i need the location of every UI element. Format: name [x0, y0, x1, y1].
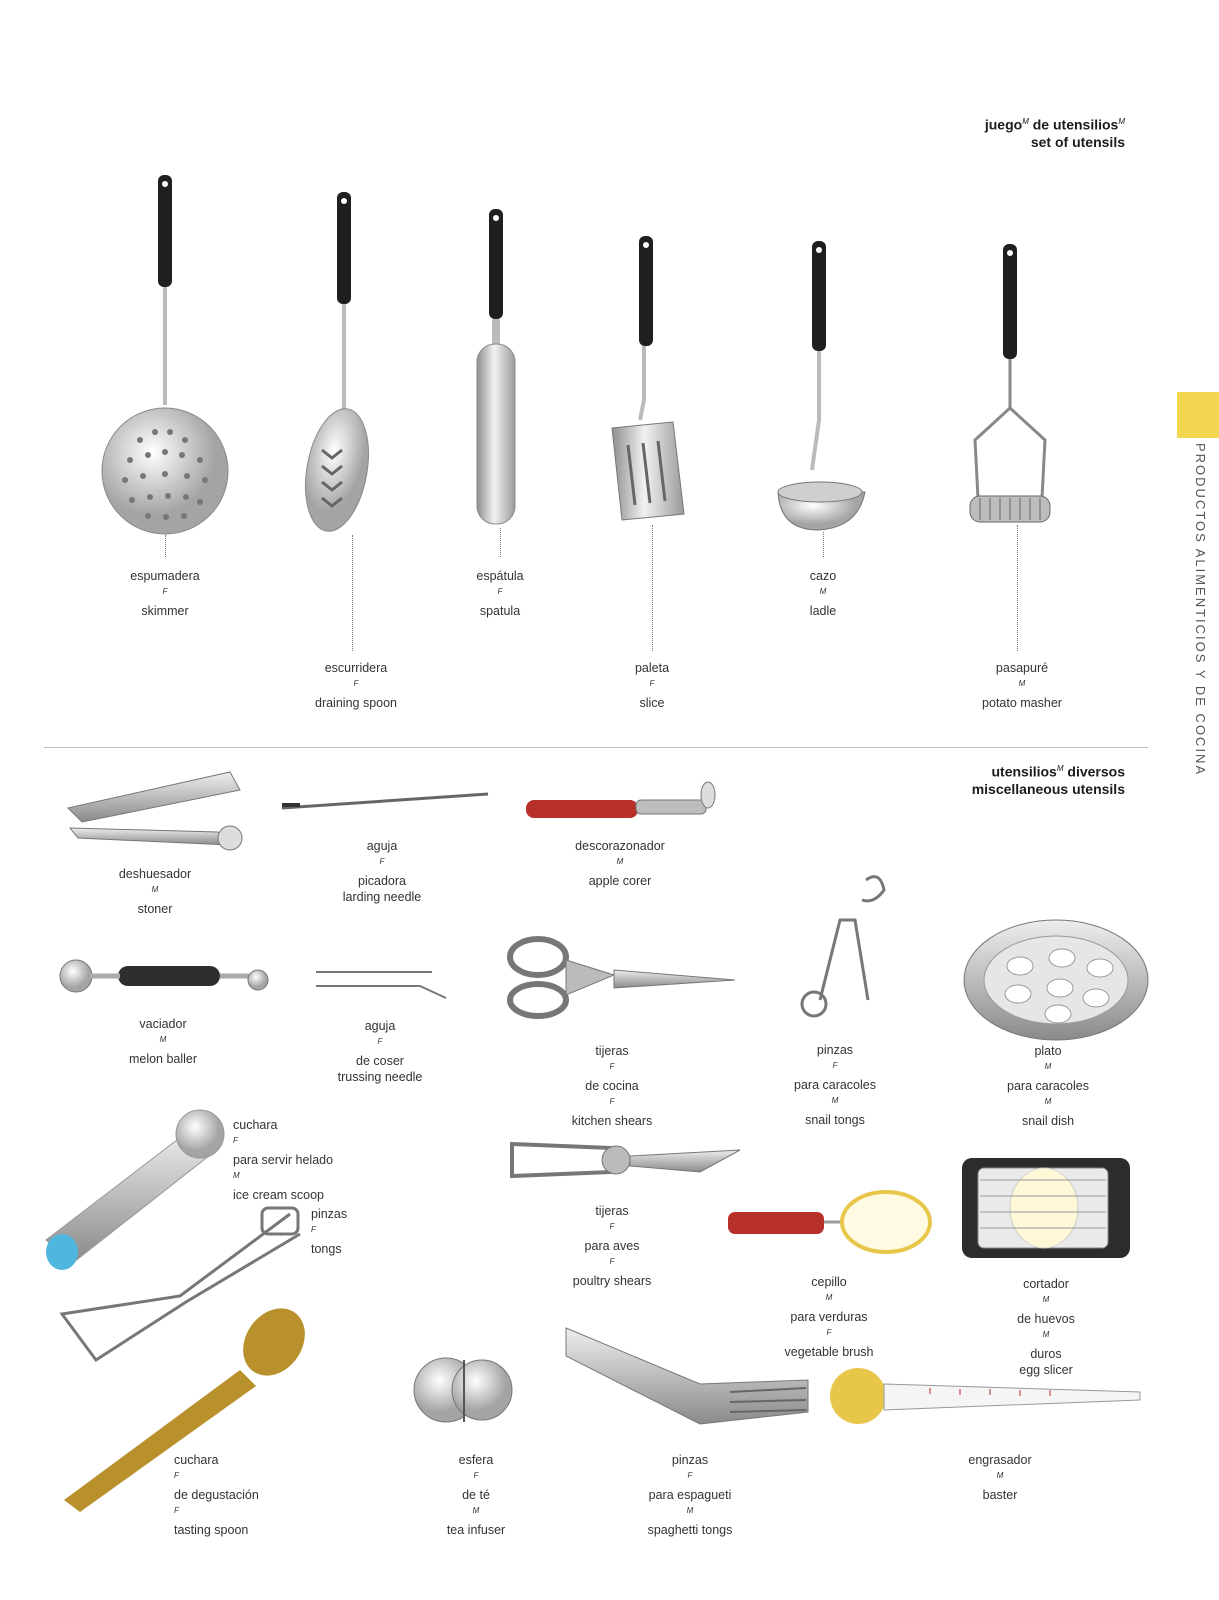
poultry-shears-icon [512, 1144, 740, 1176]
leader-ladle [823, 532, 824, 557]
spaghetti-tongs-icon [566, 1328, 808, 1424]
label-tongs: pinzas $^F$ tongs [311, 1207, 348, 1257]
title-en: set of utensils [1030, 133, 1125, 150]
label-snail-tongs: pinzas $^F$ para caracoles $^M$ snail tongs [794, 1043, 876, 1128]
vegetable-brush-icon [728, 1192, 930, 1252]
label-egg-slicer: cortador $^M$ de huevos $^M$ duros egg slicer [1017, 1277, 1075, 1378]
label-trussing-needle: aguja $^F$ de coser trussing needle [337, 1019, 423, 1085]
larding-needle-icon [282, 794, 488, 808]
label-kitchen-shears: tijeras $^F$ de cocina $^F$ kitchen shears [571, 1044, 653, 1129]
stoner-icon [68, 772, 242, 850]
label-spaghetti-tongs: pinzas $^F$ para espagueti $^M$ spaghetti tongs [647, 1453, 733, 1538]
ice-cream-scoop-icon [46, 1110, 224, 1270]
spatula-icon [477, 209, 515, 524]
label-poultry-shears: tijeras $^F$ para aves $^F$ poultry shears [572, 1204, 652, 1289]
baster-icon [830, 1368, 1140, 1424]
snail-tongs-icon [802, 877, 884, 1016]
tea-infuser-icon [414, 1358, 512, 1422]
label-vegetable-brush: cepillo $^M$ para verduras $^F$ vegetable brush [784, 1275, 874, 1360]
label-snail-dish: plato $^M$ para caracoles $^M$ snail dish [1007, 1044, 1089, 1129]
potato-masher-icon [970, 244, 1050, 522]
label-melon-baller: vaciador $^M$ melon baller [128, 1017, 198, 1067]
label-ice-cream-scoop: cuchara $^F$ para servir helado $^M$ ice cream scoop [233, 1118, 334, 1203]
label-tea-infuser: esfera $^F$ de té $^M$ tea infuser [446, 1453, 506, 1538]
leader-potato-masher [1017, 525, 1018, 651]
skimmer-icon [102, 175, 228, 534]
trussing-needle-icon [316, 972, 446, 998]
chapter-side-title: PRODUCTOS ALIMENTICIOS Y DE COCINA [1193, 443, 1208, 777]
label-spatula: espátula $^F$ spatula [476, 569, 524, 619]
leader-spatula [500, 528, 501, 557]
apple-corer-icon [526, 782, 715, 818]
ladle-icon [778, 241, 865, 530]
title-es: juego [984, 116, 1023, 133]
label-skimmer: espumadera $^F$ skimmer [130, 569, 200, 619]
kitchen-shears-icon [510, 939, 735, 1016]
label-stoner: deshuesador $^M$ stoner [118, 867, 192, 917]
leader-slice [652, 525, 653, 651]
label-draining-spoon: escurridera $^F$ draining spoon [314, 661, 398, 711]
leader-skimmer [165, 535, 166, 557]
label-larding-needle: aguja $^F$ picadora larding needle [342, 839, 422, 905]
label-tasting-spoon: cuchara $^F$ de degustación $^F$ tasting spoon [174, 1453, 259, 1538]
label-slice: paleta $^F$ slice [634, 661, 670, 711]
section-title-misc: utensilios$^M$ diversos miscellaneous utensils [971, 763, 1125, 797]
leader-draining-spoon [352, 535, 353, 651]
melon-baller-icon [60, 960, 268, 992]
snail-dish-icon [964, 920, 1148, 1040]
label-baster: engrasador $^M$ baster [968, 1453, 1032, 1503]
egg-slicer-icon [962, 1158, 1130, 1258]
label-apple-corer: descorazonador $^M$ apple corer [575, 839, 665, 889]
slice-icon [612, 236, 684, 520]
label-ladle: cazo $^M$ ladle [809, 569, 837, 619]
draining-spoon-icon [297, 192, 378, 536]
label-potato-masher: pasapuré $^M$ potato masher [982, 661, 1062, 711]
section-title-utensils: juego$^M$ de utensilios$^M$ set of utensils [984, 116, 1125, 150]
